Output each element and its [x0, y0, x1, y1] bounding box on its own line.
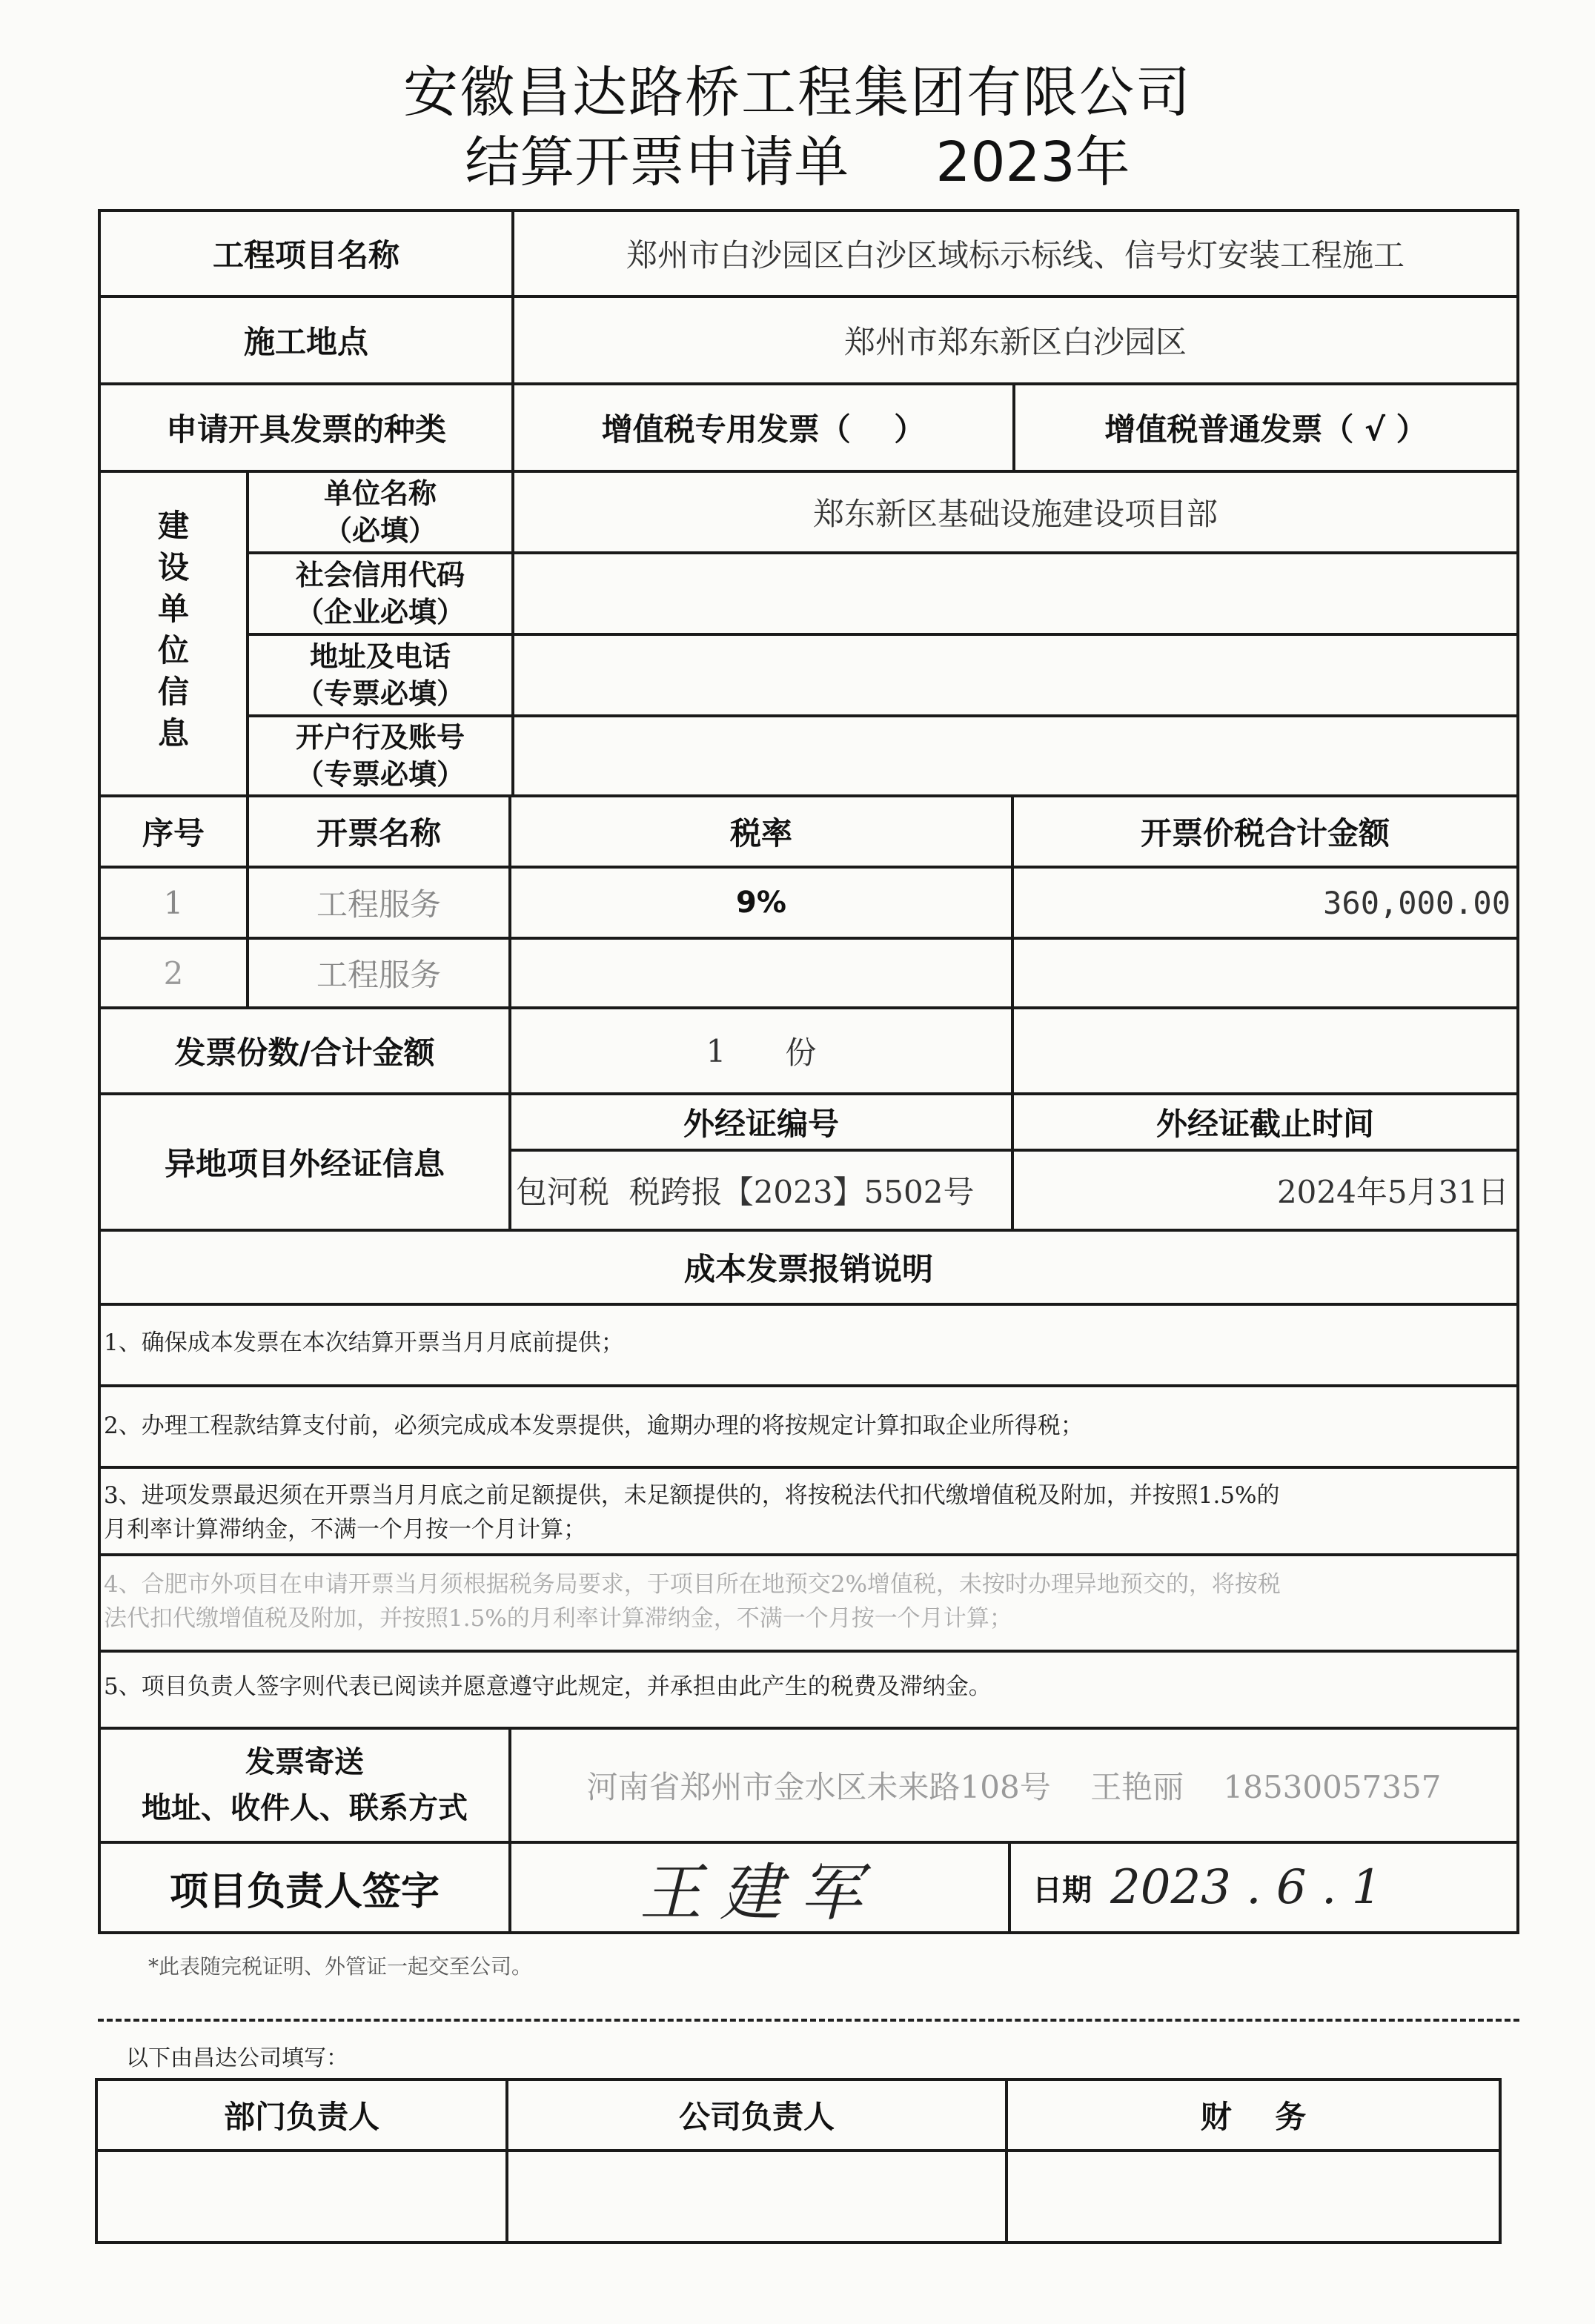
signature-handwritten-name: 王建军: [639, 1856, 880, 1929]
label-line: 开户行及账号: [295, 721, 465, 754]
finance-signature-box[interactable]: [1008, 2152, 1499, 2241]
mailing-label: [101, 1730, 508, 1841]
items-header-seq: 序号: [142, 815, 205, 851]
unit-name-label: [249, 473, 511, 551]
invoice-count-value: 1: [706, 1032, 726, 1069]
dept-head-signature-box[interactable]: [98, 2152, 505, 2241]
credit-code-label: [249, 554, 511, 633]
items-header-name: 开票名称: [316, 815, 441, 851]
builder-char: 息: [157, 715, 189, 751]
date-label: 日期: [1032, 1873, 1092, 1908]
project-name-value: 郑州市白沙园区白沙区域标示标线、信号灯安装工程施工: [626, 237, 1405, 273]
form-year: 2023年: [935, 130, 1130, 194]
dept-head-label: 部门负责人: [223, 2099, 379, 2135]
company-name: 安徽昌达路桥工程集团有限公司: [403, 61, 1192, 124]
cost-note-4a: 4、合肥市外项目在申请开票当月须根据税务局要求，于项目所在地预交2%增值税，未按时办理异地预交的，将按税: [104, 1571, 1281, 1598]
cost-note-3b: 月利率计算滞纳金，不满一个月按一个月计算；: [104, 1516, 586, 1543]
builder-char: 建: [157, 508, 189, 544]
remote-cert-deadline-header: 外经证截止时间: [1155, 1106, 1374, 1142]
invoice-count: [511, 1009, 1011, 1092]
item-amount: 360,000.00: [1323, 884, 1511, 921]
company-head-signature-box[interactable]: [508, 2152, 1005, 2241]
item-seq: 2: [163, 954, 184, 992]
cost-note-3a: 3、进项发票最迟须在开票当月月底之前足额提供，未足额提供的，将按税法代扣代缴增值税及附加，并按照1.5%的: [104, 1482, 1280, 1509]
location-label: 施工地点: [243, 324, 368, 360]
label-line: 地址及电话: [309, 640, 451, 673]
mailing-label-line2: 地址、收件人、联系方式: [142, 1791, 468, 1825]
project-name-label: 工程项目名称: [212, 237, 399, 273]
form-title: 结算开票申请单: [465, 130, 849, 194]
cost-notes-title: 成本发票报销说明: [683, 1251, 933, 1287]
remote-cert-deadline-value: 2024年5月31日: [1276, 1174, 1509, 1210]
company-head-label: 公司负责人: [678, 2099, 835, 2135]
address-phone-value[interactable]: [514, 636, 1516, 714]
totals-label: 发票份数/合计金额: [174, 1035, 435, 1071]
special-vat-invoice-option: 增值税专用发票（ ）: [601, 411, 926, 448]
credit-code-value[interactable]: [514, 554, 1516, 633]
remote-cert-label: 异地项目外经证信息: [164, 1146, 445, 1182]
invoice-count-unit: 份: [785, 1035, 817, 1071]
item-rate: 9%: [736, 886, 786, 920]
item-seq: 1: [163, 884, 184, 921]
builder-char: 位: [157, 632, 189, 668]
item-rate[interactable]: [511, 940, 1011, 1006]
remote-cert-no-value: 包河税 税跨报【2023】5502号: [516, 1174, 975, 1210]
date-handwritten-value: 2023 . 6 . 1: [1110, 1860, 1382, 1915]
label-line: 社会信用代码: [295, 559, 465, 591]
cost-note-1: 1、确保成本发票在本次结算开票当月月底前提供；: [104, 1329, 624, 1356]
item-name: 工程服务: [316, 886, 441, 923]
mailing-label-line1: 发票寄送: [245, 1745, 364, 1779]
finance-label: 财 务: [1200, 2099, 1307, 2135]
address-phone-label: [249, 636, 511, 714]
total-amount-empty[interactable]: [1014, 1009, 1516, 1092]
label-line: 单位名称: [323, 477, 437, 510]
items-header-amount: 开票价税合计金额: [1140, 815, 1390, 851]
unit-name-value: 郑东新区基础设施建设项目部: [812, 496, 1218, 532]
cost-note-4b: 法代扣代缴增值税及附加，并按照1.5%的月利率计算滞纳金，不满一个月按一个月计算；: [104, 1605, 1012, 1632]
remote-cert-no-header: 外经证编号: [683, 1106, 839, 1142]
cost-note-5: 5、项目负责人签字则代表已阅读并愿意遵守此规定，并承担由此产生的税费及滞纳金。: [104, 1673, 992, 1700]
item-name: 工程服务: [316, 957, 441, 993]
label-line: （专票必填）: [295, 758, 465, 791]
label-line: （专票必填）: [295, 677, 465, 710]
signature-label: 项目负责人签字: [169, 1869, 440, 1914]
builder-char: 设: [157, 549, 189, 585]
builder-char: 信: [157, 674, 189, 710]
invoice-type-label: 申请开具发票的种类: [165, 411, 446, 448]
cost-note-2: 2、办理工程款结算支付前，必须完成成本发票提供，逾期办理的将按规定计算扣取企业所得税；: [104, 1412, 1084, 1439]
footnote: *此表随完税证明、外管证一起交至公司。: [148, 1954, 533, 1979]
items-header-rate: 税率: [729, 815, 792, 851]
location-value: 郑州市郑东新区白沙园区: [843, 324, 1187, 360]
bank-account-label: [249, 717, 511, 794]
item-amount[interactable]: [1014, 940, 1516, 1006]
builder-info-section-label: [101, 489, 246, 771]
bank-account-value[interactable]: [514, 717, 1516, 794]
cut-line: [98, 2019, 1519, 2022]
normal-vat-invoice-option: 增值税普通发票（ √ ）: [1104, 411, 1427, 448]
label-line: （企业必填）: [295, 596, 465, 628]
label-line: （必填）: [323, 514, 437, 547]
builder-char: 单: [157, 591, 189, 627]
form-title-row: [0, 119, 1595, 197]
mailing-value: 河南省郑州市金水区未来路108号 王艳丽 18530057357: [586, 1769, 1442, 1805]
company-fill-note: 以下由昌达公司填写：: [126, 2045, 348, 2071]
